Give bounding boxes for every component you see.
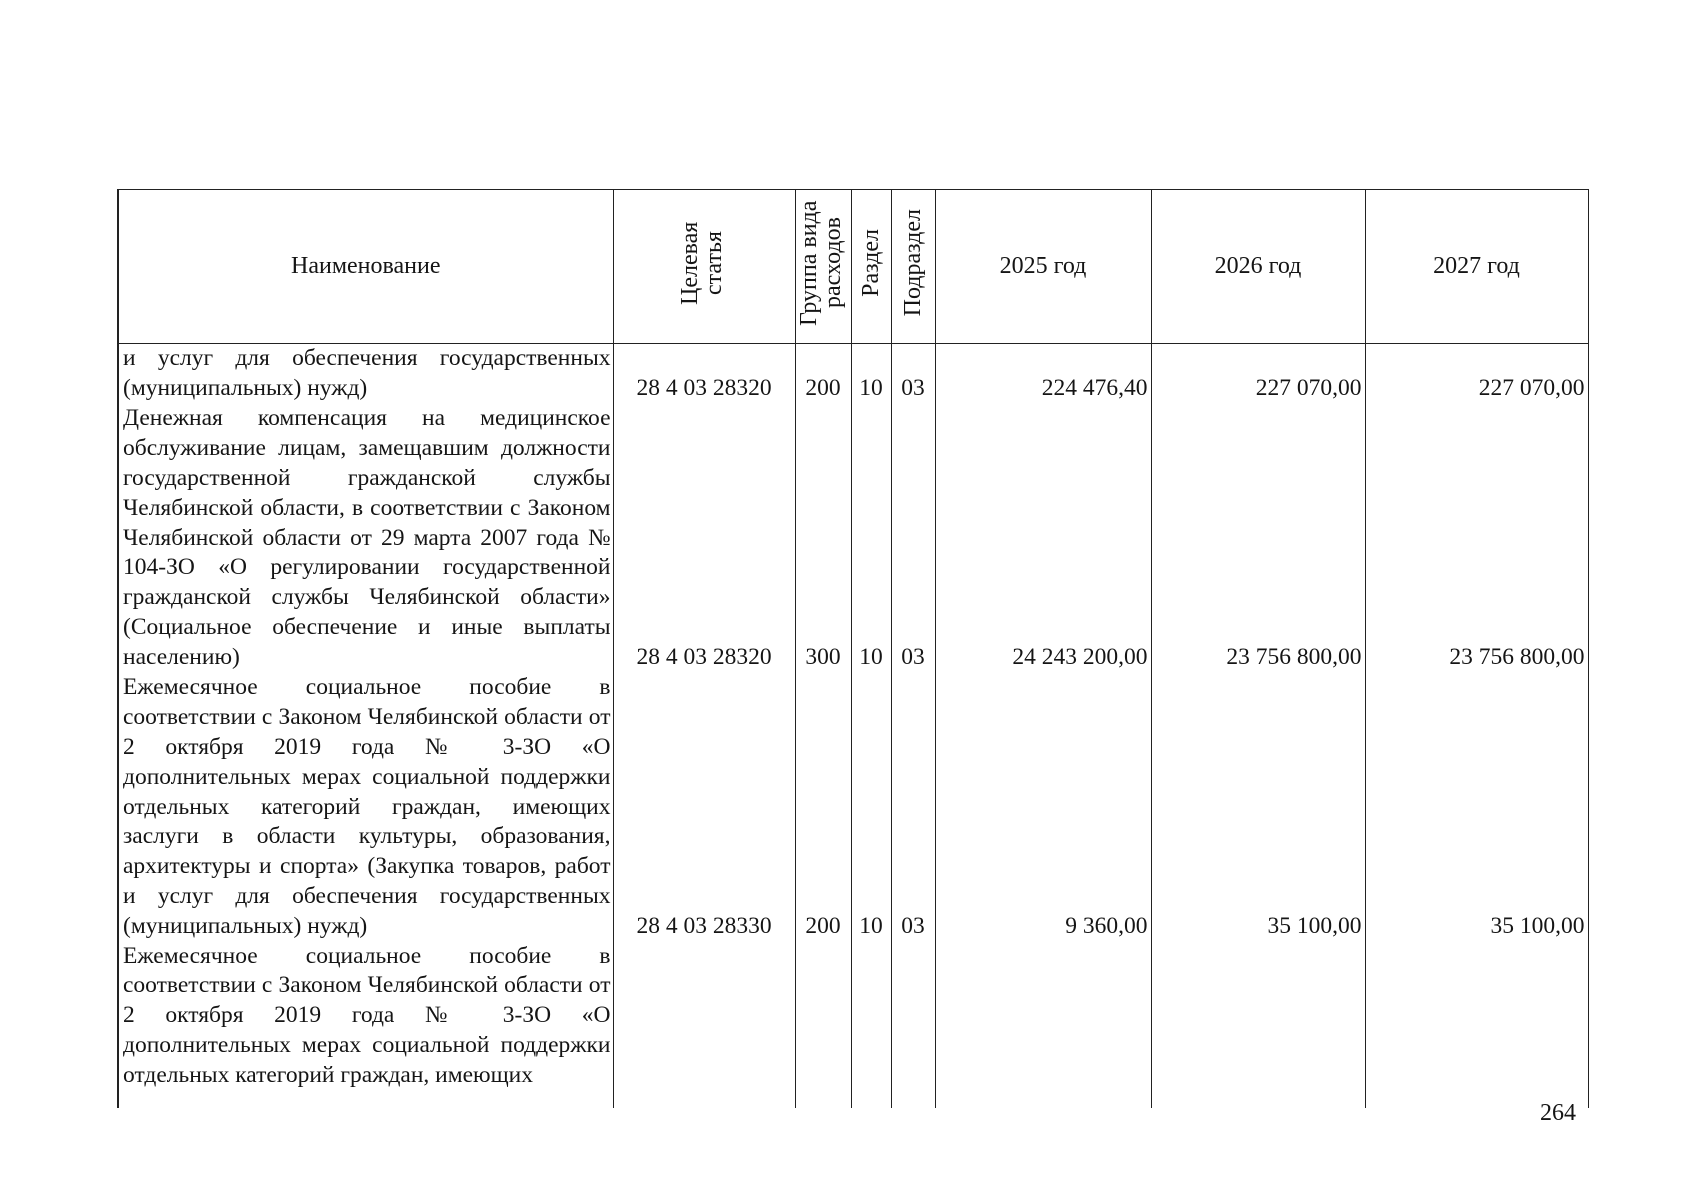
row-2027: 227 070,00 bbox=[1365, 344, 1588, 404]
header-expense-group: Группа вида расходов bbox=[795, 190, 851, 344]
row-section: 10 bbox=[851, 673, 891, 942]
row-name: Ежемесячное социальное пособие в соответствии с Законом Челябинской области от 2 октября 2019 года № 3-ЗО «О дополнительных мерах социальной поддержки отдельных категорий граждан, имеющих заслуги в области культуры, образования, архитектуры и спорта» (Закупка товаров, работ и услуг для обеспечения государственных (муниципальных) нужд) bbox=[118, 673, 613, 942]
row-subsection: 03 bbox=[891, 344, 935, 404]
header-2026: 2026 год bbox=[1151, 190, 1365, 344]
row-target-article: 28 4 03 28320 bbox=[613, 404, 795, 673]
header-name: Наименование bbox=[118, 190, 613, 344]
row-subsection: 03 bbox=[891, 404, 935, 673]
row-expense-group: 200 bbox=[795, 344, 851, 404]
row-2027: 23 756 800,00 bbox=[1365, 404, 1588, 673]
table-row bbox=[118, 942, 1588, 1108]
header-row bbox=[118, 190, 1588, 344]
row-2025: 9 360,00 bbox=[935, 673, 1151, 942]
row-expense-group: 200 bbox=[795, 673, 851, 942]
table-row bbox=[118, 673, 1588, 942]
budget-table bbox=[117, 189, 1589, 1108]
row-2027: 35 100,00 bbox=[1365, 673, 1588, 942]
row-target-article: 28 4 03 28320 bbox=[613, 344, 795, 404]
row-2025: 24 243 200,00 bbox=[935, 404, 1151, 673]
row-section: 10 bbox=[851, 344, 891, 404]
page-number: 264 bbox=[1540, 1100, 1576, 1126]
row-2026: 227 070,00 bbox=[1151, 344, 1365, 404]
row-2026: 35 100,00 bbox=[1151, 673, 1365, 942]
row-section: 10 bbox=[851, 404, 891, 673]
header-section: Раздел bbox=[851, 190, 891, 344]
header-target-article: Целевая статья bbox=[613, 190, 795, 344]
row-name: и услуг для обеспечения государственных (муниципальных) нужд) bbox=[118, 344, 613, 404]
row-target-article: 28 4 03 28330 bbox=[613, 673, 795, 942]
header-2027: 2027 год bbox=[1365, 190, 1588, 344]
row-expense-group: 300 bbox=[795, 404, 851, 673]
header-2025: 2025 год bbox=[935, 190, 1151, 344]
table-row bbox=[118, 344, 1588, 404]
row-name: Ежемесячное социальное пособие в соответствии с Законом Челябинской области от 2 октября 2019 года № 3-ЗО «О дополнительных мерах социальной поддержки отдельных категорий граждан, имеющих bbox=[118, 942, 613, 1108]
row-name: Денежная компенсация на медицинское обслуживание лицам, замещавшим должности государственной гражданской службы Челябинской области, в соответствии с Законом Челябинской области от 29 марта 2007 года № 104-ЗО «О регулировании государственной гражданской службы Челябинской области» (Социальное обеспечение и иные выплаты населению) bbox=[118, 404, 613, 673]
row-2025: 224 476,40 bbox=[935, 344, 1151, 404]
row-2026: 23 756 800,00 bbox=[1151, 404, 1365, 673]
table-row bbox=[118, 404, 1588, 673]
row-subsection: 03 bbox=[891, 673, 935, 942]
header-subsection: Подраздел bbox=[891, 190, 935, 344]
